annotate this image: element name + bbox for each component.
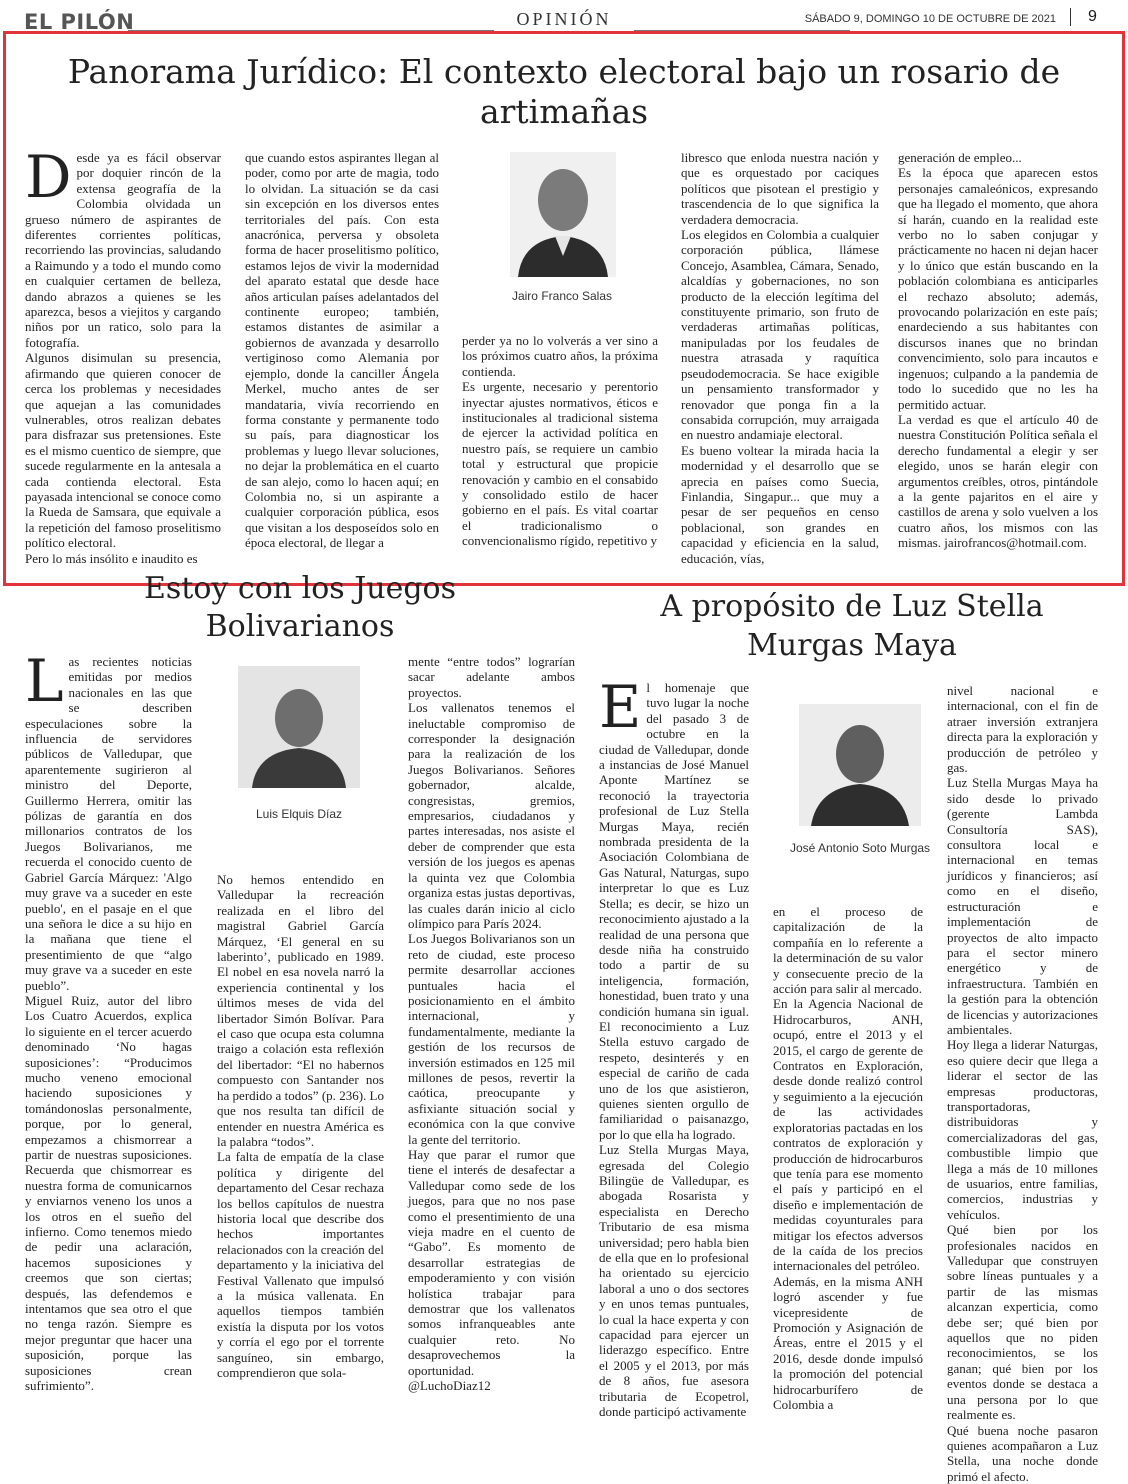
article1-column-1 [25,143,221,566]
article3-col1-text: l homenaje que tuvo lugar la noche del pasado 3 de octubre en la ciudad de Valledupar, donde a instancias de José Manuel Aponte Martínez se reconoció la trayectoria profesional de Luz Stella Murgas Maya, recién nombrada presidenta de la Asociación Colombiana de Gas Natural, Naturgas, supo interpretar lo que es Luz Stella; es decir, se hizo un reconocimiento ajustado a la realidad de una persona que desde niña ha construido todo a partir de su inteligencia, formación, honestidad, buen trato y una condición humana sin igual. El reconocimiento a Luz Stella estuvo cargado de respeto, desinterés y en especial de cariño de cada uno de los que asistieron, quienes sienten orgullo de familiaridad o paisanazgo, por lo que ella ha logrado. Luz Stella Murgas Maya, egresada del Colegio Bilingüe de Valledupar, es abogada Rosarista y especialista en Derecho Tributario de esa misma universidad; pero habla bien de ella que en lo profesional ha orientado su ejercicio laboral a uno o dos sectores y en unos temas puntuales, lo cual la hace experta y con capacidad para ejercer un liderazgo específico. Entre el 2005 y el 2013, por más de 8 años, fue asesora tributaria de Ecopetrol, donde participó activamente [599,680,749,1420]
article1-column-4: libresco que enloda nuestra nación y que es orquestado por caciques políticos que pisotean el prestigio y trascendencia de lo que significa la verdadera democracia. Los elegidos en Colombia a cualquier corporación pública, llámese Concejo, Asamblea, Cámara, Senado, alcaldías y gobernaciones, no son producto de la elección legítima del constituyente primario, son fruto de verdaderas artimañas políticas, manipuladas por los feudales de nuestra atrasada y raquítica pseudodemocracia. Se hace exigible un pensamiento transformador y renovador que ponga fin a la consabida corrupción, muy arraigada en nuestro andamiaje electoral. Es bueno voltear la mirada hacia la modernidad y el desarrollo que se aprecia en países como Suecia, Finlandia, Singapur... que muy a pesar de ser pequeños en censo poblacional, son grandes en capacidad y eficiencia en la salud, educación, vías, [681,150,879,566]
article2-title: Estoy con los Juegos Bolivarianos [144,571,456,644]
author-photo-jairo-franco-salas [510,152,616,277]
article1-author: Jairo Franco Salas [511,289,613,303]
article2-column-1 [25,647,192,1394]
page-number: 9 [1070,8,1106,26]
article3-column-1 [599,673,749,1420]
article3-title: A propósito de Luz Stella Murgas Maya [660,589,1044,663]
newspaper-logo: EL PILÓN [24,10,135,34]
author-photo-luis-elquis-diaz [238,666,360,788]
article2-author: Luis Elquis Díaz [255,807,343,821]
article1-col1-text: esde ya es fácil observar por doquier rincón de la extensa geografía de la Colombia olvidada un grueso número de aspirantes de diferentes corrientes políticas, recorriendo las provincias, saludando a Raimundo y a todo el mundo como en cualquier certamen de belleza, dando abrazos a quienes se les aparezca, besos a viejitos y cargando niños por un ratico, solo para la fotografía. Algunos disimulan su presencia, afirmando que quieren conocer de cerca los problemas y necesidades que aquejan a las comunidades vulnerables, otros realizan debates para disfrazar sus pretensiones. Este es el mismo cuentico de siempre, que sucede regularmente en la antesala a cada contienda electoral. Esta payasada intencional se conoce como la Rueda de Samsara, que equivale a la repetición del famoso proselitismo político electoral. Pero lo más insólito e inaudito es [25,150,221,566]
article3-drop-cap: E [599,673,642,741]
section-name: OPINIÓN [516,9,612,29]
article3-column-2: en el proceso de capitalización de la compañía en lo referente a la determinación de su valor y consecuente precio de la acción para salir al mercado. En la Agencia Nacional de Hidrocarburos, ANH, ocupó, entre el 2013 y el 2015, el cargo de gerente de Contratos en Exploración, desde donde realizó control y seguimiento a la ejecución de las actividades exploratorias pactadas en los contratos de exploración y producción de hidrocarburos que tenía para ese momento el país y participó en el diseño e implementación de medidas coyunturales para mitigar los efectos adversos de la caída de los precios internacionales del petróleo. Además, en la misma ANH logró ascender y fue vicepresidente de Promoción y Asignación de Áreas, entre el 2015 y el 2016, desde donde impulsó la promoción del potencial hidrocarburífero de Colombia a [773,904,923,1412]
article2-col1-text: as recientes noticias emitidas por medios nacionales en las que se describen especulaciones sobre la influencia de servidores públicos de Valledupar, que aparentemente sugirieron al ministro del Deporte, Guillermo Herrera, omitir las pólizas de garantía en dos millonarios contratos de los Juegos Bolivarianos, me recuerda el conocido cuento de Gabriel García Márquez: 'Algo muy grave va a suceder en este pueblo', en el pasaje en el que una señora le dice a su hijo en la mañana que tiene el presentimiento de que “algo muy grave va a suceder en este pueblo”. Miguel Ruiz, autor del libro Los Cuatro Acuerdos, explica lo siguiente en el tercer acuerdo denominado ‘No hagas suposiciones’: “Producimos mucho veneno emocional haciendo suposiciones y tomándonoslas personalmente, porque, por lo general, empezamos a chismorrear a partir de nuestras suposiciones. Recuerda que chismorrear es nuestra forma de comunicarnos y enviarnos veneno los unos a los otros en el sueño del infierno. Como tenemos miedo de pedir una aclaración, hacemos suposiciones y creemos que son ciertas; después, las defendemos e intentamos que sea otro el que no tenga razón. Siempre es mejor preguntar que hacer una suposición, porque las suposiciones crean sufrimiento”. [25,654,192,1394]
article1-column-5: generación de empleo... Es la época que aparecen estos personajes camaleónicos, expresando que ha llegado el momento, que ahora sí harán, cuando en la realidad este verbo no lo saben conjugar y prácticamente no hacen ni dejan hacer y lo único que están buscando en la población colombiana es anticiparles el rechazo absoluto; además, provocando polarización en este país; enardeciendo a sus habitantes con discursos inanes que no brindan convencimiento, solo para incautos e ingenuos; culpando a la pandemia de todo lo sucedido que no les ha permitido actuar. La verdad es que el artículo 40 de nuestra Constitución Política señala el derecho fundamental a elegir y ser elegido, unos se harán elegir con argumentos creíbles, otros, pintándole a la gente pajaritos en el aire y castillos de arena y solo vuelven a los cuatro años, los mismos con las mismas. jairofrancos@hotmail.com. [898,150,1098,551]
article1-title: Panorama Jurídico: El contexto electoral bajo un rosario de artimañas [67,52,1061,132]
article3-author: José Antonio Soto Murgas [789,841,931,855]
article2-column-3: mente “entre todos” lograrían sacar adelante ambos proyectos. Los vallenatos tenemos el ineluctable compromiso de corresponder la designación para la realización de los Juegos Bolivarianos. Señores gobernador, alcalde, congresistas, gremios, empresarios, ciudadanos y partes interesadas, nos asiste el deber de comprender que esta versión de los juegos es apenas la quinta vez que Colombia organiza estas justas deportivas, las cuales darán inicio al ciclo olímpico para París 2024. Los Juegos Bolivarianos son un reto de ciudad, este proceso permite desarrollar acciones puntuales hacia el posicionamiento en el ámbito internacional, y fundamentalmente, mediante la gestión de los recursos de inversión estimados en 125 mil millones de pesos, revertir la caótica, preocupante y asfixiante situación social y económica con la que convive la gente del territorio. Hay que parar el rumor que tiene el interés de desafectar a Valledupar como sede de los juegos, para que no nos pase como el presentimiento de una vieja madre en el cuento de “Gabo”. Es momento de desarrollar estrategias de empoderamiento y con visión holística trabajar para demostrar que los vallenatos somos infranqueables ante cualquier reto. No desaprovechemos la oportunidad. @LuchoDiaz12 [408,654,575,1394]
article2-column-2: No hemos entendido en Valledupar la recreación realizada en el libro del magistral Gabriel García Márquez, ‘El general en su laberinto’, publicado en 1989. El nobel en esa novela narró la experiencia continental y los últimos meses de vida del libertador Simón Bolívar. Para el caso que ocupa esta columna traigo a colación esta reflexión del libertador: “El no habernos compuesto con Santander nos ha perdido a todos” (p. 236). Lo que nos resulta tan difícil de entender en nuestra América es la palabra “todos”. La falta de empatía de la clase política y dirigente del departamento del Cesar rechaza los bellos capítulos de nuestra historia local que describe dos hechos importantes relacionados con la creación del departamento y la iniciativa del Festival Vallenato que impulsó a la música vallenata. En aquellos tiempos también existía la disputa por los votos y corría el ego por el torrente sanguíneo, sin embargo, comprendieron que sola- [217,872,384,1380]
article3-column-3: nivel nacional e internacional, con el fin de atraer inversión extranjera directa para la exploración y producción de petróleo y gas. Luz Stella Murgas Maya ha sido desde lo privado (gerente Lambda Consultoría SAS), consultora local e internacional en temas jurídicos y financieros; así como en el diseño, estructuración e implementación de proyectos de alto impacto para el sector minero energético y de infraestructura. También en la gestión para la obtención de licencias y autorizaciones ambientales. Hoy llega a liderar Naturgas, eso quiere decir que llega a liderar el sector de las empresas productoras, transportadoras, distribuidoras y comercializadoras del gas, combustible limpio que llega a más de 10 millones de usuarios, entre familias, comercios, industrias y vehículos. Qué bien por los profesionales nacidos en Valledupar que construyen sobre líneas puntuales y a partir de las mismas alcanzan experticia, como debe ser; qué bien por aquellos que no piden reconocimientos, se los ganan; qué bien por los eventos donde se destaca a una persona por lo que realmente es. Qué buena noche pasaron quienes acompañaron a Luz Stella, una noche donde primó el afecto. [947,683,1098,1484]
article1-drop-cap: D [25,143,72,211]
issue-date: SÁBADO 9, DOMINGO 10 DE OCTUBRE DE 2021 [804,13,1056,25]
article2-drop-cap: L [25,647,64,715]
article1-column-3: perder ya no lo volverás a ver sino a los próximos cuatro años, la próxima contienda. Es urgente, necesario y perentorio inyectar ajustes normativos, éticos e institucionales al tradicional sistema de ejercer la actividad política en nuestro país, se requiere un cambio total y estructural que propicie renovación y cambio en el consabido y consolidado estilo de hacer gobierno en el país. Es vital coartar el tradicionalismo o convencionalismo rígido, repetitivo y [462,333,658,549]
article1-column-2: que cuando estos aspirantes llegan al poder, como por arte de magia, todo lo olvidan. La situación se da casi sin excepción en los diversos entes territoriales del país. Con esta anacrónica, perversa y obsoleta forma de hacer proselitismo político, estamos lejos de vivir la modernidad del aparato estatal que desde hace años articulan países adelantados del continente europeo; también, estamos distantes de asimilar a gobiernos de avanzada y desarrollo vertiginoso como Alemania por ejemplo, donde la canciller Ángela Merkel, mucho antes de ser mandataria, vivía recorriendo en forma constante y permanente todo su país, para diagnosticar los problemas y luego llevar soluciones, no dejar la problemática en el cuarto de san alejo, como lo hacen aquí; en Colombia no, si un aspirante a cualquier corporación pública, esos que visitan a los desposeídos solo en época electoral, de llegar a [245,150,439,551]
author-photo-jose-antonio-soto-murgas [799,704,921,826]
